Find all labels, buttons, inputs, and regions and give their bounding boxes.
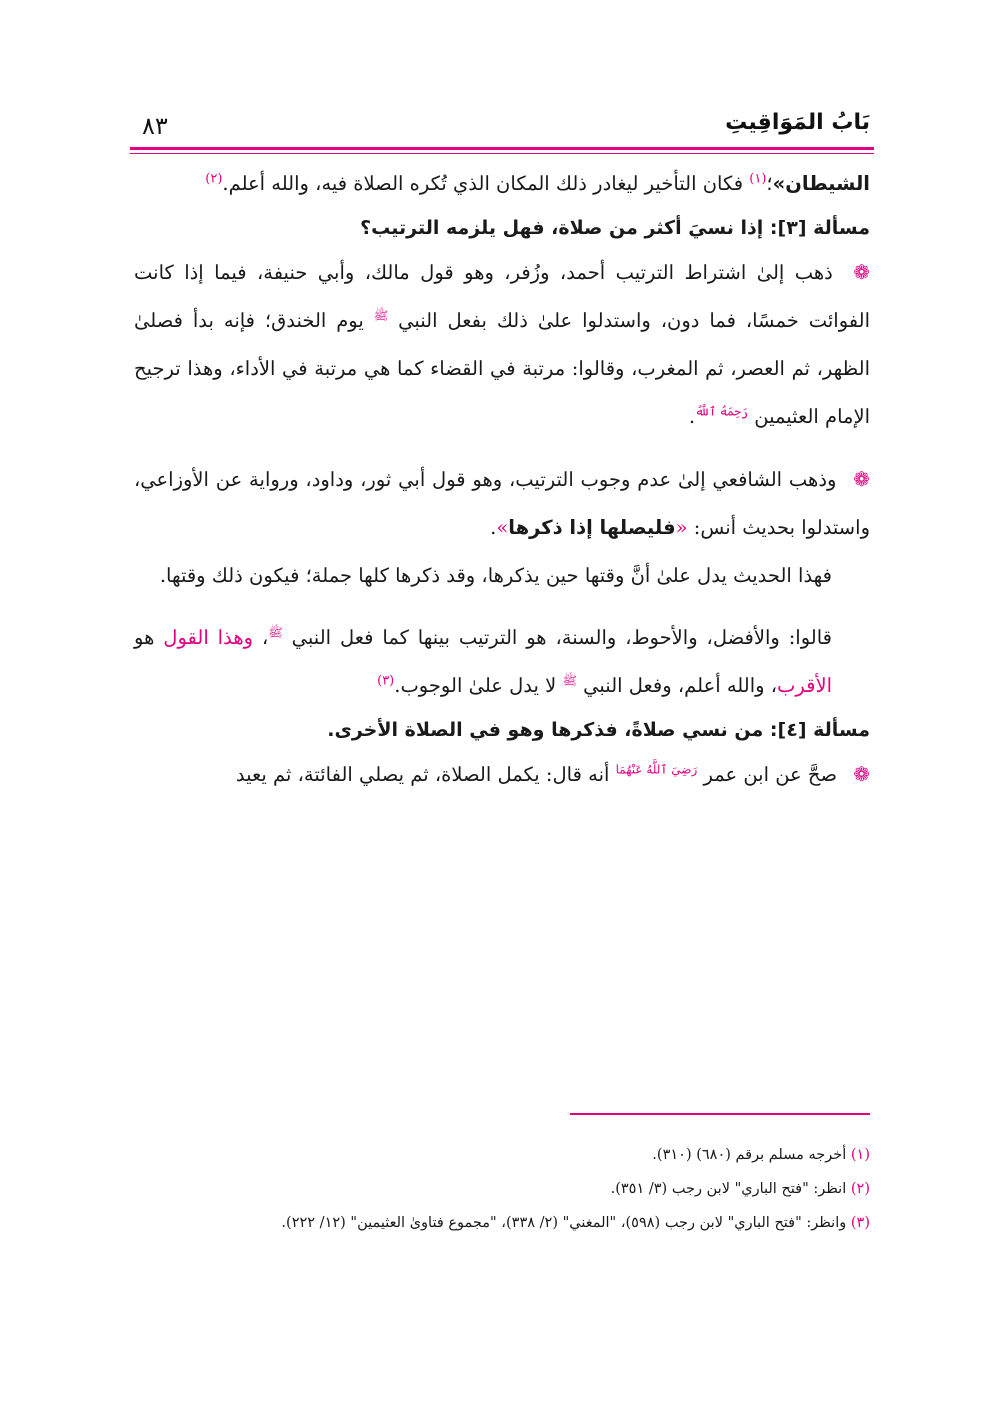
hadith-quote: فليصلها إذا ذكرها — [508, 516, 676, 539]
flower-bullet-icon: ❁ — [853, 762, 870, 786]
footnote-mark: (١) — [850, 1147, 870, 1163]
flower-bullet-icon: ❁ — [853, 260, 870, 284]
footnote-text: أخرجه مسلم برقم (٦٨٠) (٣١٠). — [652, 1147, 851, 1163]
salawat-honorific: ﷺ — [268, 625, 283, 640]
question-3 — [134, 208, 870, 248]
punct: . — [688, 405, 696, 428]
paragraph-2-text-a: ذهب إلىٰ اشتراط الترتيب أحمد، وزُفر، وهو قول مالك، وأبي حنيفة، فيما إذا كانت الفوائت خمسًا، فما دون، واستدلوا علىٰ ذلك بفعل النبي — [134, 261, 870, 332]
paragraph-1 — [134, 160, 870, 208]
flower-bullet-icon: ❁ — [853, 467, 870, 491]
paragraph-6-text-a: صحَّ عن ابن عمر — [697, 763, 844, 786]
punct: ؛ — [766, 172, 773, 195]
paragraph-6 — [134, 750, 870, 799]
footnote-mark: (٣) — [850, 1215, 870, 1231]
header-rule-thick — [130, 147, 874, 150]
paragraph-2 — [134, 248, 870, 441]
footnote-2 — [134, 1174, 870, 1204]
footnote-ref-2[interactable]: (٢) — [205, 171, 223, 187]
paragraph-5-text-a: قالوا: والأفضل، والأحوط، والسنة، هو الترتيب بينها كما فعل النبي — [282, 626, 832, 649]
quote-open: « — [675, 516, 688, 539]
footnote-separator — [570, 1113, 870, 1115]
highlight-closest: الأقرب — [777, 674, 832, 697]
paragraph-5-text-e: لا يدل علىٰ الوجوب. — [394, 674, 563, 697]
paragraph-6-text-b: أنه قال: يكمل الصلاة، ثم يصلي الفائتة، ثم يعيد — [235, 763, 616, 786]
paragraph-3-text: وذهب الشافعي إلىٰ عدم وجوب الترتيب، وهو قول أبي ثور، وداود، ورواية عن الأوزاعي، واستدلوا بحديث أنس: — [134, 468, 870, 539]
running-title: بَابُ المَوَاقِيتِ — [725, 110, 870, 135]
quote-tail: الشيطان» — [772, 172, 870, 195]
paragraph-2-text-b: يوم الخندق؛ فإنه بدأ فصلىٰ الظهر، ثم العصر، ثم المغرب، وقالوا: مرتبة في القضاء كما هي مرتبة في الأداء، وهذا ترجيح الإمام العثيمين — [134, 309, 870, 428]
paragraph-4: فهذا الحديث يدل علىٰ أنَّ وقتها حين يذكرها، وقد ذكرها كلها جملة؛ فيكون ذلك وقتها. — [159, 564, 832, 587]
punct: ، — [253, 626, 269, 649]
footnotes — [134, 1140, 870, 1242]
radiyallahu-honorific: رَضِيَ ٱللَّهُ عَنْهُمَا — [615, 762, 698, 777]
question-3-label: مسألة [٣]: — [769, 217, 870, 239]
salawat-honorific: ﷺ — [562, 673, 577, 688]
question-4-label: مسألة [٤]: — [769, 719, 870, 741]
footnote-text: وانظر: "فتح الباري" لابن رجب (٥٩٨)، "المغني" (٢/ ٣٣٨)، "مجموع فتاوىٰ العثيمين" (١٢/ ٢٢٢). — [281, 1215, 851, 1231]
footnote-ref-3[interactable]: (٣) — [377, 673, 395, 689]
paragraph-5 — [134, 614, 870, 710]
page-number: ٨٣ — [142, 112, 168, 140]
footnote-text: انظر: "فتح الباري" لابن رجب (٣/ ٣٥١). — [610, 1181, 851, 1197]
header-rule-thin — [130, 153, 874, 154]
paragraph-5-text-d: ، والله أعلم، وفعل النبي — [576, 674, 778, 697]
question-3-text: إذا نسيَ أكثر من صلاة، فهل يلزمه الترتيب؟ — [360, 217, 770, 239]
footnote-ref-1[interactable]: (١) — [749, 171, 767, 187]
paragraph-3 — [134, 455, 870, 552]
punct: . — [490, 516, 497, 539]
footnote-1 — [134, 1140, 870, 1170]
rahimahullah-honorific: رَحِمَهُ ٱللَّهُ — [695, 404, 749, 419]
question-4 — [134, 710, 870, 750]
paragraph-5-text-c: هو — [134, 626, 164, 649]
page-header — [130, 110, 870, 144]
salawat-honorific: ﷺ — [373, 308, 389, 323]
quote-close: » — [496, 516, 509, 539]
highlight-this-opinion: وهذا القول — [163, 626, 254, 649]
main-text — [134, 160, 870, 799]
question-4-text: من نسي صلاةً، فذكرها وهو في الصلاة الأخرى. — [327, 719, 770, 741]
footnote-3 — [134, 1208, 870, 1238]
paragraph-1-text: فكان التأخير ليغادر ذلك المكان الذي تُكره الصلاة فيه، والله أعلم. — [222, 172, 750, 195]
footnote-mark: (٢) — [850, 1181, 870, 1197]
